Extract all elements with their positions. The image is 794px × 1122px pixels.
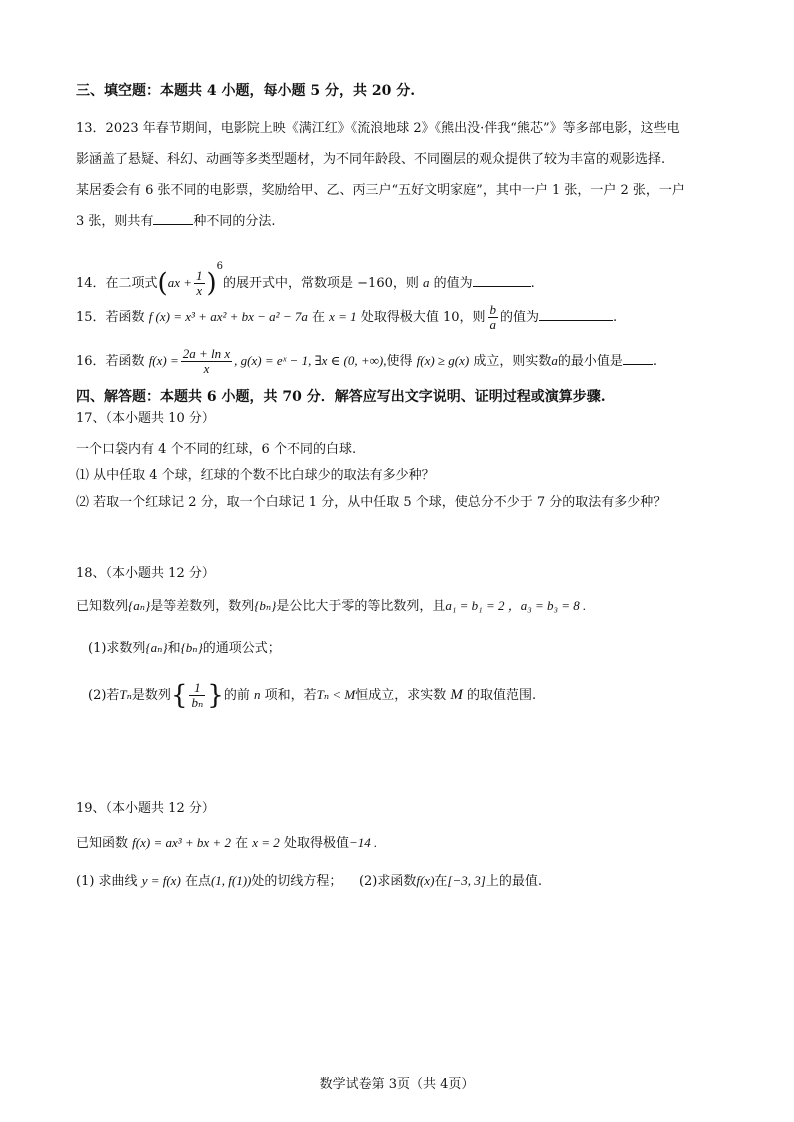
q13-line-2: 影涵盖了悬疑、科幻、动画等多类型题材，为不同年龄段、不同圈层的观众提供了较为丰富的观影选择.	[76, 152, 666, 167]
q15-condition: x = 1	[329, 309, 357, 324]
q19-p2-text-e: 在	[434, 874, 448, 889]
q15-fraction	[488, 303, 499, 332]
q16-var-a: a	[551, 353, 558, 368]
q18-seq-b: {bₙ}	[254, 598, 277, 613]
q15-frac-num: b	[489, 302, 497, 317]
q13-line-4	[76, 213, 276, 231]
q14-prefix: 14．在二项式	[76, 276, 158, 291]
q18-p1-text-a: (1)求数列	[88, 641, 146, 656]
q15-line	[76, 302, 617, 333]
page-footer: 数学试卷第 3页（共 4页）	[319, 1077, 475, 1092]
q17-line-1: 一个口袋内有 4 个不同的红球，6 个不同的白球.	[76, 442, 357, 457]
q18-p2-text-b: 是数列	[131, 688, 171, 703]
q18-part-2	[88, 678, 536, 713]
q19-text-b: 在	[235, 836, 249, 851]
q16-line	[76, 346, 657, 377]
q16-fraction	[181, 347, 232, 376]
q18-line-1	[76, 597, 586, 616]
q13-text-a: 3 张，则共有	[76, 214, 154, 229]
q18-text-b: 是等差数列，数列	[150, 599, 255, 614]
q17-line-2: ⑴ 从中任取 4 个球，红球的个数不比白球少的取法有多少种？	[76, 468, 435, 483]
q18-p1-text-c: 的通项公式；	[202, 641, 281, 656]
q18-frac-num: 1	[189, 681, 205, 696]
q16-inequality: f(x) ≥ g(x)	[416, 353, 470, 368]
q18-part-1	[88, 639, 281, 658]
q13-line-3: 某居委会有 6 张不同的电影票，奖励给甲、乙、丙三户“五好文明家庭”，其中一户 1 张，一户 2 张，一户	[76, 183, 685, 198]
q18-p2-text-c: 的前	[223, 688, 250, 703]
q19-heading: 19、（本小题共 12 分）	[76, 801, 215, 816]
q16-f-lhs: f(x) =	[148, 353, 179, 368]
q18-p1-seq-b: {bₙ}	[180, 640, 203, 655]
q19-condition: x = 2	[252, 835, 280, 850]
q18-Tn: Tₙ	[119, 687, 132, 702]
q16-answer-blank	[623, 364, 653, 365]
q14-line	[76, 252, 535, 299]
q16-prefix: 16．若函数	[76, 354, 145, 369]
q19-value: −14 .	[348, 835, 378, 850]
q16-frac-num: 2a + ln x	[182, 346, 231, 361]
q14-frac-num: 1	[196, 268, 203, 283]
q18-p2-text-e: 恒成立，求实数	[355, 688, 447, 703]
q19-text-c: 处取得极值	[283, 836, 349, 851]
q15-end: .	[613, 310, 618, 325]
q15-prefix: 15．若函数	[76, 310, 145, 325]
q19-curve: y = f(x)	[141, 873, 181, 888]
q15-mid-1: 在	[311, 310, 325, 325]
q18-p2-text-f: 的取值范围.	[467, 688, 537, 703]
q19-p2-text-d: (2)求函数	[358, 874, 417, 889]
q16-g-definition: , g(x) = eˣ − 1, ∃x ∈ (0, +∞),	[234, 353, 387, 368]
q15-post-text: 的值为	[500, 310, 540, 325]
q16-mid-1: 使得	[386, 354, 413, 369]
q18-left-brace: {	[170, 680, 188, 711]
q18-seq-a: {aₙ}	[128, 598, 151, 613]
q18-p1-text-b: 和	[167, 641, 181, 656]
q13-text-b: 种不同的分法.	[193, 214, 276, 229]
q18-p2-text-d: 项和，若	[264, 688, 317, 703]
q14-end: .	[530, 276, 535, 291]
q14-ax-term: ax +	[167, 275, 192, 290]
q19-p1-text-b: 在点	[184, 874, 211, 889]
q15-mid-2: 处取得极大值 10，则	[360, 310, 486, 325]
q18-right-brace: }	[207, 680, 224, 711]
q19-p2-text-f: 上的最值.	[485, 874, 542, 889]
q14-middle-text: 的展开式中，常数项是 −160，则	[223, 276, 419, 291]
q14-exponent: 6	[216, 261, 224, 272]
q18-fraction	[189, 681, 205, 710]
q18-M: M	[450, 687, 463, 703]
q16-mid-2: 成立，则实数	[473, 354, 552, 369]
q15-function: f (x) = x³ + ax² + bx − a² − 7a	[148, 309, 308, 324]
q14-post-text: 的值为	[433, 276, 473, 291]
q16-post-text: 的最小值是	[557, 354, 623, 369]
q18-n: n	[253, 687, 261, 702]
q18-heading: 18、（本小题共 12 分）	[76, 566, 215, 581]
q18-text-c: 是公比大于零的等比数列，且	[276, 599, 446, 614]
q14-var-a: a	[423, 275, 430, 290]
q13-answer-blank	[153, 224, 193, 225]
q19-text-a: 已知函数	[76, 836, 129, 851]
q19-point: (1, f(1))	[210, 873, 252, 888]
q14-left-paren: (	[157, 268, 168, 299]
q19-fx: f(x)	[416, 873, 435, 888]
q16-frac-den: x	[203, 361, 210, 376]
q18-condition: a₁ = b₁ = 2 ，a₃ = b₃ = 8 .	[445, 598, 587, 613]
q16-end: .	[652, 354, 658, 369]
q17-heading: 17、（本小题共 10 分）	[76, 411, 215, 426]
q18-p1-seq-a: {aₙ}	[145, 640, 168, 655]
section-3-title: 三、填空题：本题共 4 小题，每小题 5 分，共 20 分.	[76, 83, 416, 99]
q19-line-2	[76, 872, 542, 891]
section-4-title: 四、解答题：本题共 6 小题，共 70 分．解答应写出文字说明、证明过程或演算步骤.	[76, 389, 606, 405]
q14-fraction	[194, 269, 205, 298]
q18-frac-den: bₙ	[191, 695, 204, 710]
q19-interval: [−3, 3]	[447, 873, 486, 888]
q14-answer-blank	[473, 286, 531, 287]
q19-p1-text-a: (1) 求曲线	[76, 874, 138, 889]
q13-line-1: 13．2023 年春节期间，电影院上映《满江红》《流浪地球 2》《熊出没·伴我“熊芯”》等多部电影，这些电	[76, 121, 680, 136]
q19-function: f(x) = ax³ + bx + 2	[132, 835, 231, 850]
q14-frac-den: x	[196, 283, 203, 298]
q19-line-1	[76, 834, 377, 853]
q18-text-a: 已知数列	[76, 599, 129, 614]
q15-frac-den: a	[489, 317, 497, 332]
q15-answer-blank	[539, 320, 613, 321]
q17-line-3: ⑵ 若取一个红球记 2 分，取一个白球记 1 分，从中任取 5 个球，使总分不少于 7 分的取法有多少种？	[76, 495, 667, 510]
q18-inequality: Tₙ < M	[316, 687, 356, 702]
q14-right-paren: )	[206, 268, 217, 299]
q19-p1-text-c: 处的切线方程；	[251, 874, 343, 889]
q18-p2-text-a: (2)若	[88, 688, 120, 703]
